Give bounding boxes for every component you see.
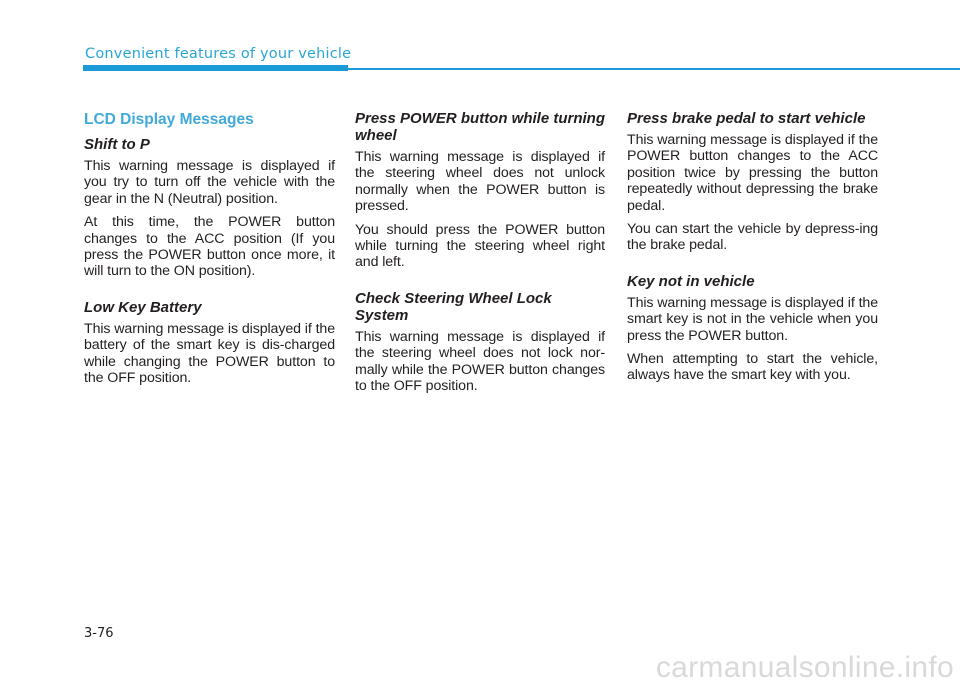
paragraph: This warning message is displayed if the POWER button changes to the ACC position twice by pressing the button repeatedly without depressing the brake pedal. — [627, 132, 878, 214]
paragraph: This warning message is displayed if the steering wheel does not lock nor-mally while the POWER button changes to the OFF position. — [355, 328, 605, 395]
header-rule — [348, 68, 960, 70]
heading-check-steering-wheel-lock: Check Steering Wheel Lock System — [355, 289, 552, 324]
column-2 — [355, 110, 605, 401]
paragraph: This warning message is displayed if the steering wheel does not unlock normally when the POWER button is pressed. — [355, 149, 605, 215]
heading-key-not-in-vehicle: Key not in vehicle — [627, 272, 755, 290]
paragraph: You should press the POWER button while turning the steering wheel right and left. — [355, 221, 605, 271]
header-accent-bar — [83, 65, 348, 71]
heading-shift-to-p: Shift to P — [84, 136, 150, 153]
paragraph: This warning message is displayed if the smart key is not in the vehicle when you press the POWER button. — [627, 294, 878, 344]
heading-press-power-button: Press POWER button while turning wheel — [355, 110, 606, 144]
section-title: LCD Display Messages — [84, 111, 254, 128]
paragraph: This warning message is displayed if the battery of the smart key is dis-charged while changing the POWER button to the OFF position. — [84, 320, 335, 387]
page-number: 3-76 — [84, 626, 114, 641]
heading-press-brake-pedal: Press brake pedal to start vehicle — [627, 110, 866, 127]
paragraph: At this time, the POWER button changes to the ACC position (If you press the POWER button once more, it will turn to the ON position). — [84, 214, 335, 280]
paragraph: When attempting to start the vehicle, always have the smart key with you. — [627, 351, 878, 384]
watermark: carmanualsonline.info — [655, 651, 954, 684]
heading-low-key-battery: Low Key Battery — [84, 298, 202, 316]
paragraph: You can start the vehicle by depress-ing the brake pedal. — [627, 221, 878, 254]
column-3 — [627, 110, 878, 391]
paragraph: This warning message is displayed if you try to turn off the vehicle with the gear in the N (Neutral) position. — [84, 158, 335, 207]
chapter-header-title: Convenient features of your vehicle — [85, 46, 352, 62]
column-1 — [84, 110, 335, 393]
